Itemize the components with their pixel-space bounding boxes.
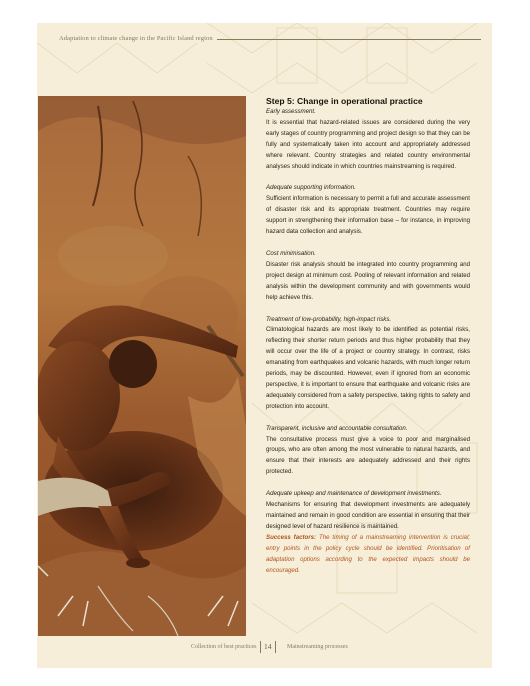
- photo-illustration: [38, 96, 246, 636]
- header-rule: [217, 39, 481, 40]
- footer-section-title: Mainstreaming processes: [287, 644, 348, 650]
- running-header-title: Adaptation to climate change in the Pacific Island region: [59, 35, 213, 42]
- subhead-cost-minimisation: Cost minimisation.: [266, 249, 316, 257]
- paragraph-consultation: The consultative process must give a voice to poor and marginalised groups, who are often among the most vulnerable to natural hazards, and ensure that their interests are adequately addressed and their rights protected.: [266, 435, 470, 476]
- success-factors: [266, 533, 470, 577]
- paragraph-supporting-information: Sufficient information is necessary to permit a full and accurate assessment of disaster risk and its appropriate treatment. Countries may require support in strengthening their information base – for instance, in improving hazard data collection and analysis.: [266, 195, 470, 236]
- paragraph-low-probability-risks: Climatological hazards are most likely to be identified as potential risks, reflecting their shorter return periods and thus higher probability that they will occur over the life of a project or country strategy. In contrast, risks emanating from earthquakes and volcanic hazards, with much longer return periods, may be discounted. However, even if ignored from an economic perspective, it is important to ensure that earthquake and volcanic risks are adequately considered from a safety perspective, taking rights to safety and protection into account.: [266, 326, 470, 410]
- paragraph-cost-minimisation: Disaster risk analysis should be integrated into country programming and project design at minimum cost. Pooling of relevant information and related analysis within the development community and with governments would help achieve this.: [266, 260, 470, 301]
- footer-collection-title: Collection of best practices: [191, 644, 257, 650]
- paragraph-upkeep-maintenance: Mechanisms for ensuring that development investments are adequately maintained and remain in good condition are essential in ensuring that their designed level of hazard resilience is maintained.: [266, 501, 470, 530]
- subhead-consultation: Transparent, inclusive and accountable consultation.: [266, 424, 408, 432]
- article-step-5: [266, 96, 470, 576]
- section-title: Step 5: Change in operational practice: [266, 96, 423, 106]
- subhead-upkeep-maintenance: Adequate upkeep and maintenance of development investments.: [266, 490, 442, 498]
- photo-worker-digging: [38, 96, 246, 636]
- subhead-early-assessment: Early assessment.: [266, 108, 316, 115]
- subhead-supporting-information: Adequate supporting information.: [266, 184, 356, 192]
- success-factors-text: The timing of a mainstreaming intervention is crucial; entry points in the policy cycle should be identified. Prioritisation of adaptation options according to the expected impacts should be encouraged.: [266, 533, 470, 574]
- paragraph-early-assessment: It is essential that hazard-related issues are considered during the very early stages of country programming and project design so that they can be fully and systematically taken into account and appropriately addressed where relevant. Country strategies and related country environmental analyses should indicate in which countries mainstreaming is required.: [266, 118, 470, 170]
- document-page: [37, 23, 492, 668]
- page-number: 14: [260, 641, 276, 653]
- subhead-low-probability-risks: Treatment of low-probability, high-impact risks.: [266, 315, 392, 323]
- success-factors-label: Success factors:: [266, 533, 317, 541]
